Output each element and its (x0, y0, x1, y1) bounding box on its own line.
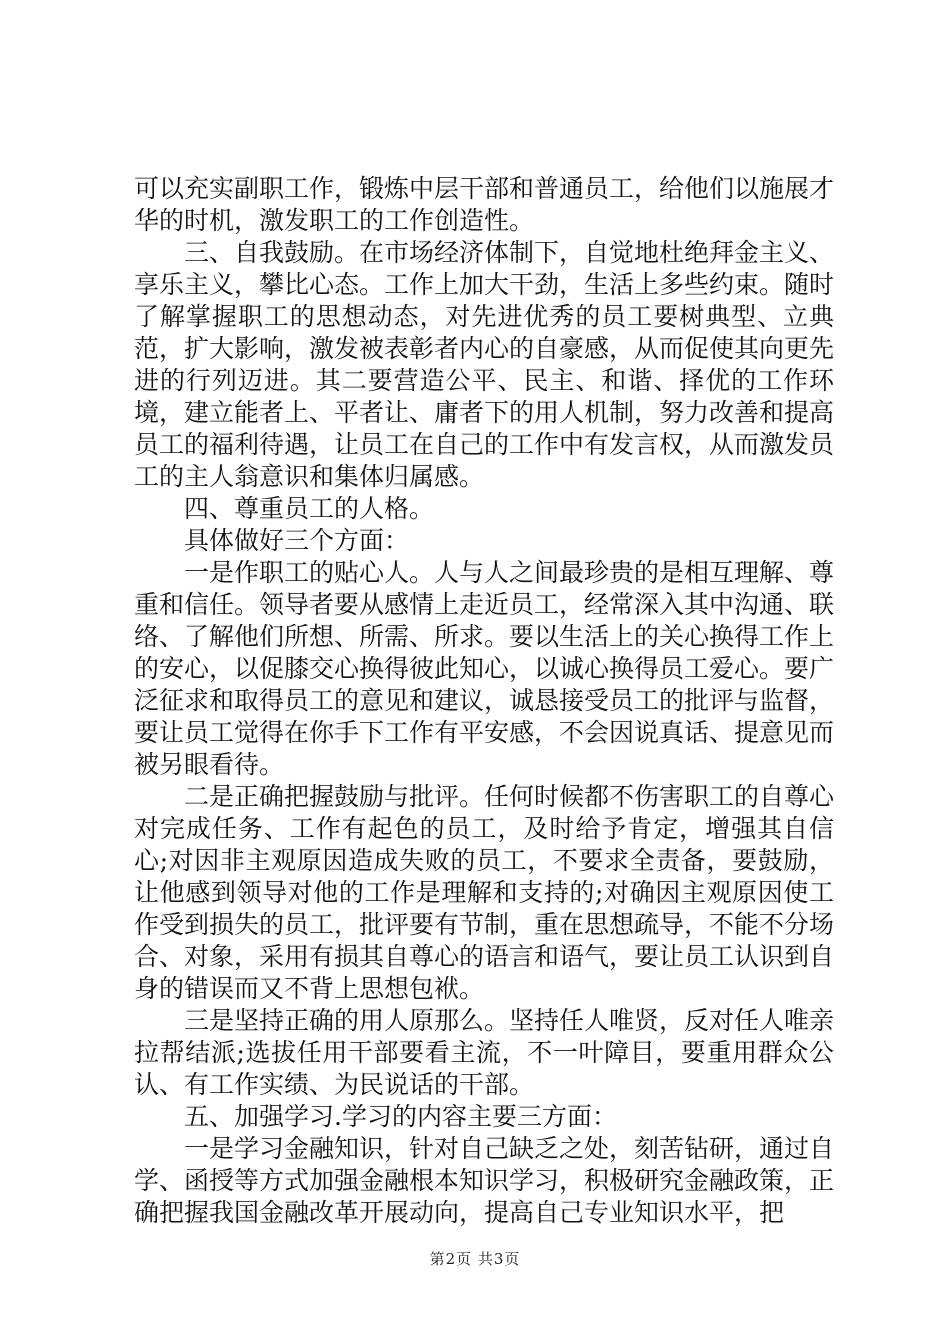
document-body (134, 173, 834, 1229)
paragraph-2: 三、自我鼓励。在市场经济体制下，自觉地杜绝拜金主义、享乐主义，攀比心态。工作上加大干劲，生活上多些约束。随时了解掌握职工的思想动态，对先进优秀的员工要树典型、立典范，扩大影响，激发被表彰者内心的自豪感，从而促使其向更先进的行列迈进。其二要营造公平、民主、和谐、择优的工作环境，建立能者上、平者让、庸者下的用人机制，努力改善和提高员工的福利待遇，让员工在自己的工作中有发言权，从而激发员工的主人翁意识和集体归属感。 (134, 238, 835, 491)
paragraph-7: 三是坚持正确的用人原那么。坚持任人唯贤，反对任人唯亲拉帮结派;选拔任用干部要看主流，不一叶障目，要重用群众公认、有工作实绩、为民说话的干部。 (134, 1006, 835, 1099)
paragraph-9: 一是学习金融知识，针对自己缺乏之处，刻苦钻研，通过自学、函授等方式加强金融根本知识学习，积极研究金融政策，正确把握我国金融改革开展动向，提高自己专业知识水平，把 (134, 1134, 835, 1227)
paragraph-8: 五、加强学习.学习的内容主要三方面： (184, 1102, 617, 1131)
paragraph-4: 具体做好三个方面： (184, 526, 410, 555)
paragraph-5: 一是作职工的贴心人。人与人之间最珍贵的是相互理解、尊重和信任。领导者要从感情上走近员工，经常深入其中沟通、联络、了解他们所想、所需、所求。要以生活上的关心换得工作上的安心，以促膝交心换得彼此知心，以诚心换得员工爱心。要广泛征求和取得员工的意见和建议，诚恳接受员工的批评与监督，要让员工觉得在你手下工作有平安感，不会因说真话、提意见而被另眼看待。 (134, 558, 835, 779)
paragraph-6: 二是正确把握鼓励与批评。任何时候都不伤害职工的自尊心对完成任务、工作有起色的员工，及时给予肯定，增强其自信心;对因非主观原因造成失败的员工，不要求全责备，要鼓励，让他感到领导对他的工作是理解和支持的;对确因主观原因使工作受到损失的员工，批评要有节制，重在思想疏导，不能不分场合、对象，采用有损其自尊心的语言和语气，要让员工认识到自身的错误而又不背上思想包袱。 (134, 782, 835, 1003)
paragraph-1: 可以充实副职工作，锻炼中层干部和普通员工，给他们以施展才华的时机，激发职工的工作创造性。 (134, 174, 835, 235)
paragraph-3: 四、尊重员工的人格。 (184, 494, 435, 523)
page-number-label: 第2页 共3页 (429, 1250, 521, 1268)
page-footer (0, 1248, 950, 1269)
